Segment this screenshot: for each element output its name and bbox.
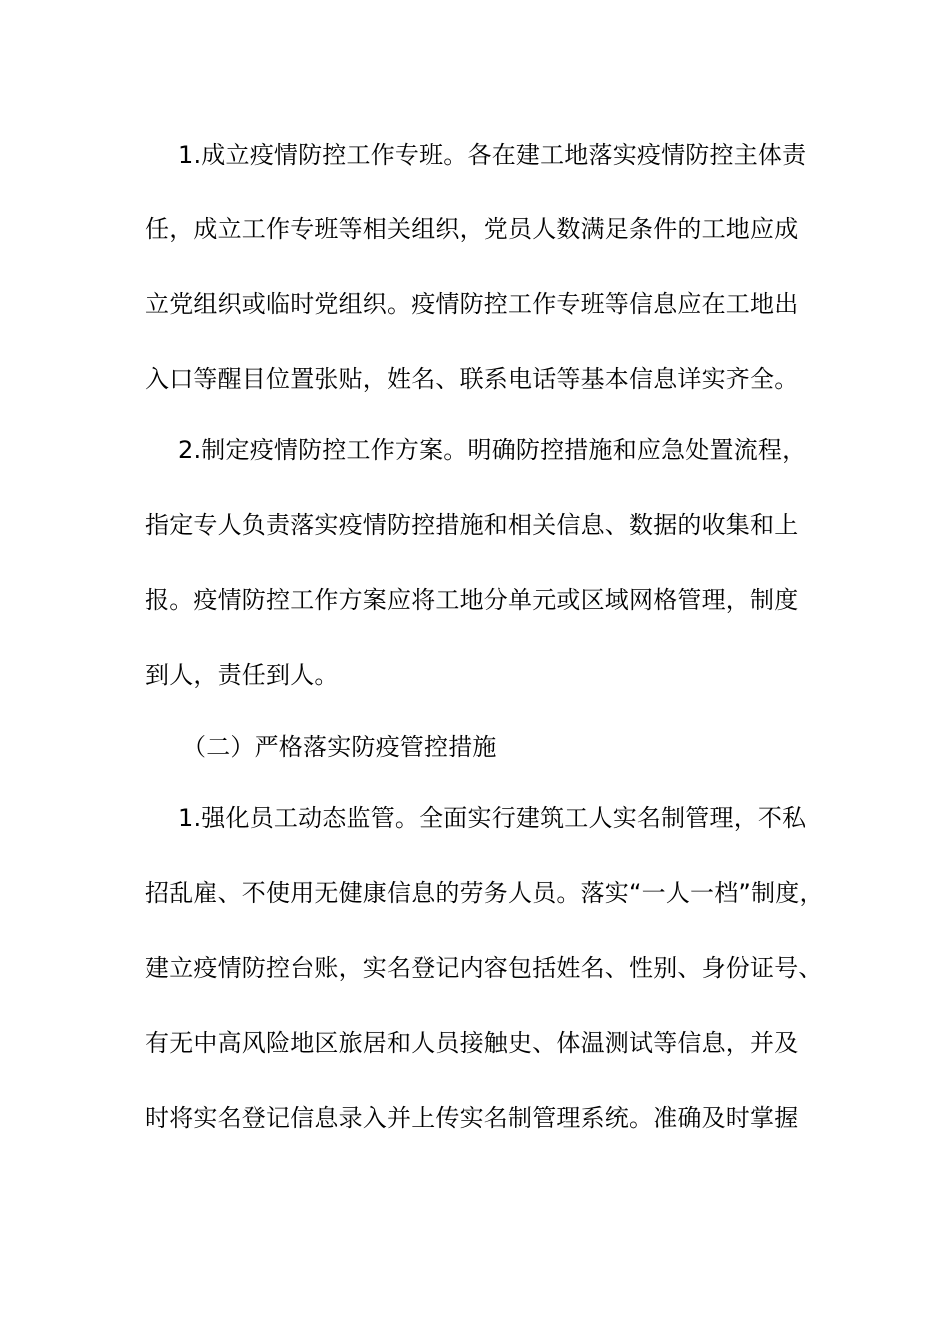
paragraph-3-line-2: 招乱雇、不使用无健康信息的劳务人员。落实“一人一档”制度， xyxy=(145,879,824,907)
paragraph-3-line-5: 时将实名登记信息录入并上传实名制管理系统。准确及时掌握 xyxy=(145,1104,799,1132)
section-heading: （二）严格落实防疫管控措施 xyxy=(182,733,497,761)
paragraph-1-line-2: 任，成立工作专班等相关组织，党员人数满足条件的工地应成 xyxy=(145,215,799,243)
paragraph-2-line-3: 报。疫情防控工作方案应将工地分单元或区域网格管理，制度 xyxy=(145,586,799,614)
paragraph-1-line-3: 立党组织或临时党组织。疫情防控工作专班等信息应在工地出 xyxy=(145,290,799,318)
paragraph-3-line-3: 建立疫情防控台账，实名登记内容包括姓名、性别、身份证号、 xyxy=(145,954,823,982)
paragraph-2-line-1: 2.制定疫情防控工作方案。明确防控措施和应急处置流程， xyxy=(178,436,807,464)
paragraph-3-line-4: 有无中高风险地区旅居和人员接触史、体温测试等信息，并及 xyxy=(145,1029,799,1057)
paragraph-2-line-2: 指定专人负责落实疫情防控措施和相关信息、数据的收集和上 xyxy=(145,511,799,539)
paragraph-3-line-1: 1.强化员工动态监管。全面实行建筑工人实名制管理，不私 xyxy=(178,804,807,832)
paragraph-1-line-1: 1.成立疫情防控工作专班。各在建工地落实疫情防控主体责 xyxy=(178,141,807,169)
paragraph-2-line-4: 到人，责任到人。 xyxy=(145,661,339,689)
paragraph-1-line-4: 入口等醒目位置张贴，姓名、联系电话等基本信息详实齐全。 xyxy=(145,365,799,393)
